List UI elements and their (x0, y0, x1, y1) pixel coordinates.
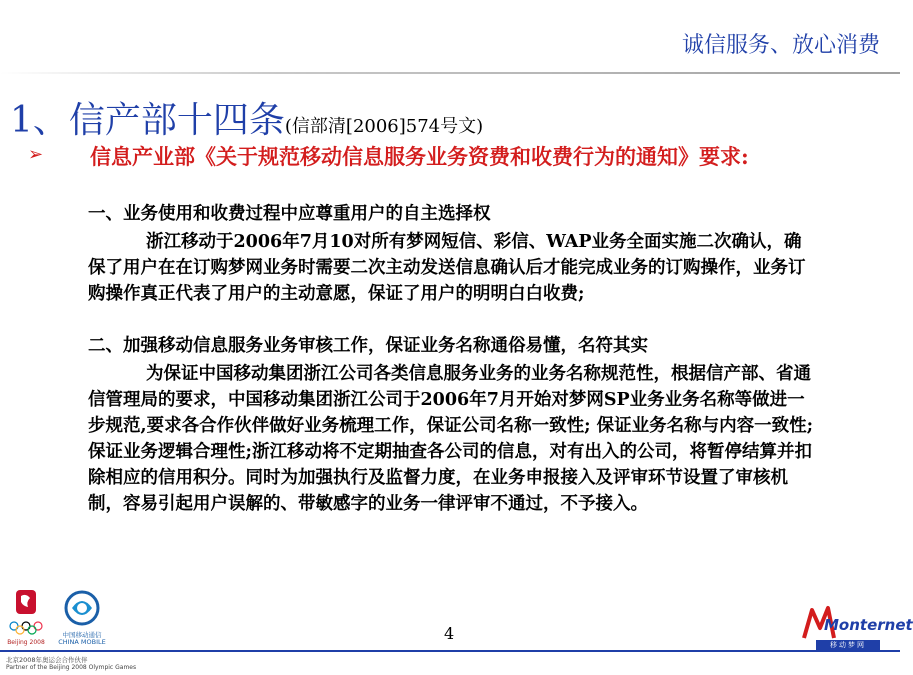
slide-title-text: 1、信产部十四条 (10, 100, 285, 141)
beijing-2008-logo (4, 588, 48, 646)
beijing-logo-caption: Beijing 2008 (7, 639, 45, 646)
monternet-wordmark: Monternet (824, 616, 913, 634)
section1-heading: 一、业务使用和收费过程中应尊重用户的自主选择权 (88, 204, 491, 224)
footer-divider (0, 650, 900, 652)
main-bullet (28, 143, 878, 170)
page-number: 4 (444, 624, 455, 643)
olympic-partner-en: Partner of the Beijing 2008 Olympic Games (6, 664, 137, 671)
document-reference: (信部清[2006]574号文) (284, 116, 484, 137)
china-mobile-name-en: CHINA MOBILE (58, 638, 106, 646)
bullet-text: 信息产业部《关于规范移动信息服务业务资费和收费行为的通知》要求: (90, 144, 749, 169)
section2-paragraph: 为保证中国移动集团浙江公司各类信息服务业务的业务名称规范性，根据信产部、省通信管理局的要求，中国移动集团浙江公司于2006年7月开始对梦网SP业务业务名称等做进一步规范,要求各合作伙伴做好业务梳理工作，保证公司名称一致性; 保证业务名称与内容一致性; 保证业务逻辑合理性;浙江移动将不定期抽查各公司的信息，对有出入的公司，将暂停结算并扣除相应的信用积分。同时为加强执行及监督力度，在业务申报接入及评审环节设置了审核机制，容易引起用户误解的、带敏感字的业务一律评审不通过，不予接入。 (88, 364, 814, 514)
china-mobile-logo (52, 588, 112, 646)
olympic-partner-cn: 北京2008年奥运会合作伙伴 (6, 656, 88, 664)
slide-title (10, 92, 483, 143)
monternet-logo (798, 604, 913, 652)
header-divider (0, 72, 900, 74)
monternet-subtitle: 移动梦网 (816, 640, 880, 650)
section2-heading: 二、加强移动信息服务业务审核工作，保证业务名称通俗易懂，名符其实 (88, 336, 648, 356)
china-mobile-name-cn: 中国移动通信 (62, 631, 102, 639)
header-tagline: 诚信服务、放心消费 (681, 33, 880, 58)
beijing-emblem-icon (4, 588, 48, 634)
section1-paragraph: 浙江移动于2006年7月10对所有梦网短信、彩信、WAP业务全面实施二次确认，确保了用户在在订购梦网业务时需要二次主动发送信息确认后才能完成业务的订购操作，业务订购操作真正代表了用户的主动意愿，保证了用户的明明白白收费; (88, 232, 806, 304)
arrow-bullet-icon: ➢ (28, 144, 44, 165)
china-mobile-emblem-icon (52, 588, 112, 628)
